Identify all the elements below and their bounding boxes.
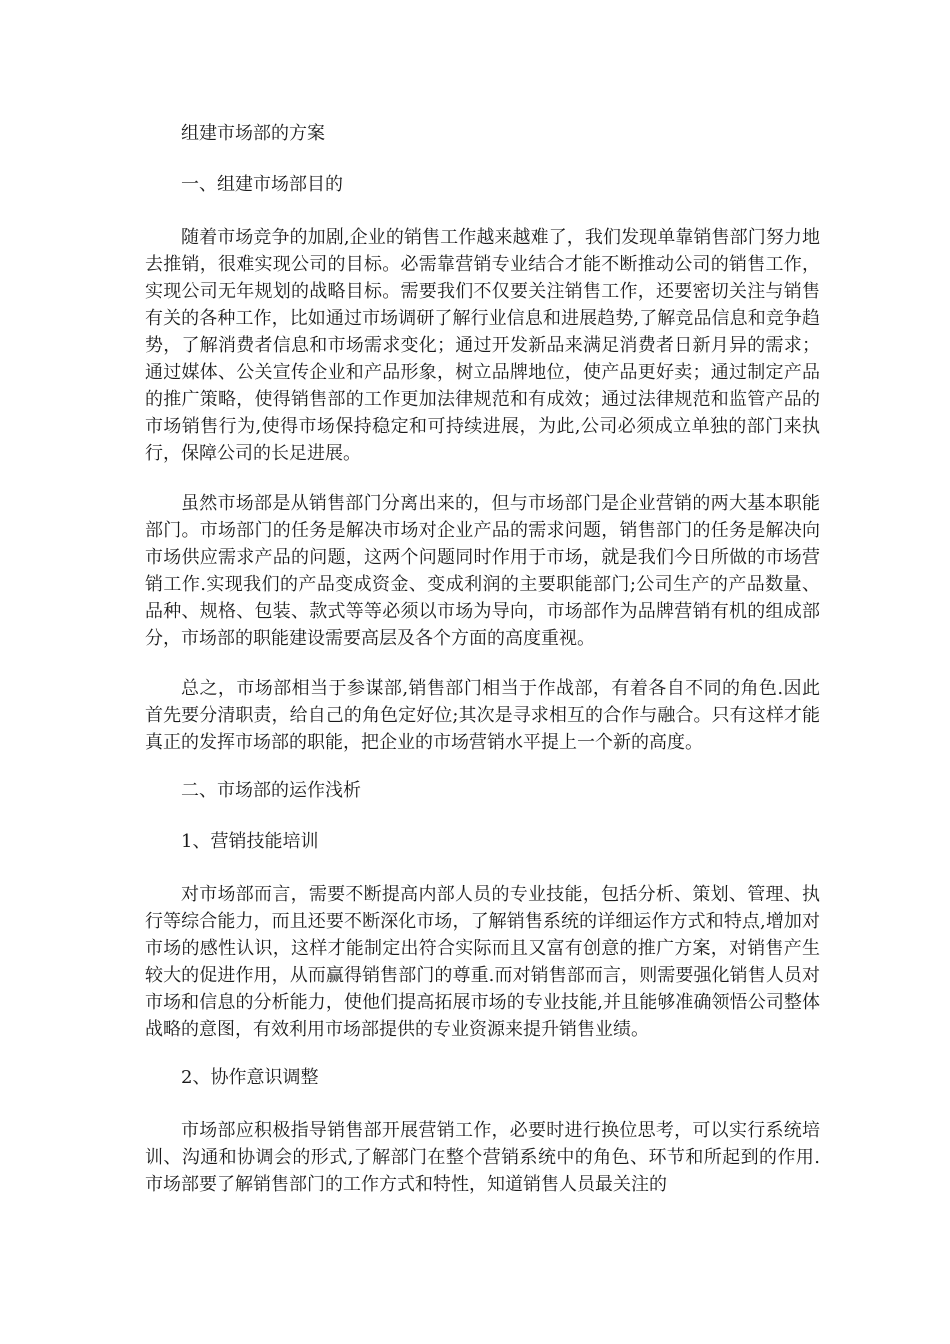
- paragraph-purpose-1: 随着市场竞争的加剧,企业的销售工作越来越难了，我们发现单靠销售部门努力地去推销，很难实现公司的目标。必需靠营销专业结合才能不断推动公司的销售工作，实现公司无年规划的战略目标。需要我们不仅要关注销售工作，还要密切关注与销售有关的各种工作，比如通过市场调研了解行业信息和进展趋势,了解竞品信息和竞争趋势，了解消费者信息和市场需求变化；通过开发新品来满足消费者日新月异的需求；通过媒体、公关宣传企业和产品形象，树立品牌地位，使产品更好卖；通过制定产品的推广策略，使得销售部的工作更加法律规范和有成效；通过法律规范和监管产品的市场销售行为,使得市场保持稳定和可持续进展，为此,公司必须成立单独的部门来执行，保障公司的长足进展。: [145, 227, 820, 464]
- paragraph-purpose-2: 虽然市场部是从销售部门分离出来的，但与市场部门是企业营销的两大基本职能部门。市场部门的任务是解决市场对企业产品的需求问题，销售部门的任务是解决向市场供应需求产品的问题，这两个问题同时作用于市场，就是我们今日所做的市场营销工作.实现我们的产品变成资金、变成利润的主要职能部门;公司生产的产品数量、品种、规格、包装、款式等等必须以市场为导向，市场部作为品牌营销有机的组成部分，市场部的职能建设需要高层及各个方面的高度重视。: [145, 493, 820, 649]
- document-page: [145, 122, 820, 1198]
- paragraph-skill-training: 对市场部而言，需要不断提高内部人员的专业技能，包括分析、策划、管理、执行等综合能力，而且还要不断深化市场，了解销售系统的详细运作方式和特点,增加对市场的感性认识，这样才能制定出符合实际而且又富有创意的推广方案，对销售产生较大的促进作用，从而赢得销售部门的尊重.而对销售部而言，则需要强化销售人员对市场和信息的分析能力，使他们提高拓展市场的专业技能,并且能够准确领悟公司整体战略的意图，有效利用市场部提供的专业资源来提升销售业绩。: [145, 884, 820, 1040]
- subheading-skill-training: 1、营销技能培训: [181, 831, 319, 852]
- paragraph-purpose-3: 总之，市场部相当于参谋部,销售部门相当于作战部，有着各自不同的角色.因此首先要分清职责，给自己的角色定好位;其次是寻求相互的合作与融合。只有这样才能真正的发挥市场部的职能，把企业的市场营销水平提上一个新的高度。: [145, 678, 820, 753]
- section-heading-operation: 二、市场部的运作浅析: [181, 780, 361, 801]
- paragraph-collaboration: 市场部应积极指导销售部开展营销工作，必要时进行换位思考，可以实行系统培训、沟通和协调会的形式,了解部门在整个营销系统中的角色、环节和所起到的作用.市场部要了解销售部门的工作方式和特性，知道销售人员最关注的: [145, 1120, 820, 1195]
- document-title: 组建市场部的方案: [181, 123, 325, 144]
- section-heading-purpose: 一、组建市场部目的: [181, 174, 343, 195]
- subheading-collaboration: 2、协作意识调整: [181, 1067, 319, 1088]
